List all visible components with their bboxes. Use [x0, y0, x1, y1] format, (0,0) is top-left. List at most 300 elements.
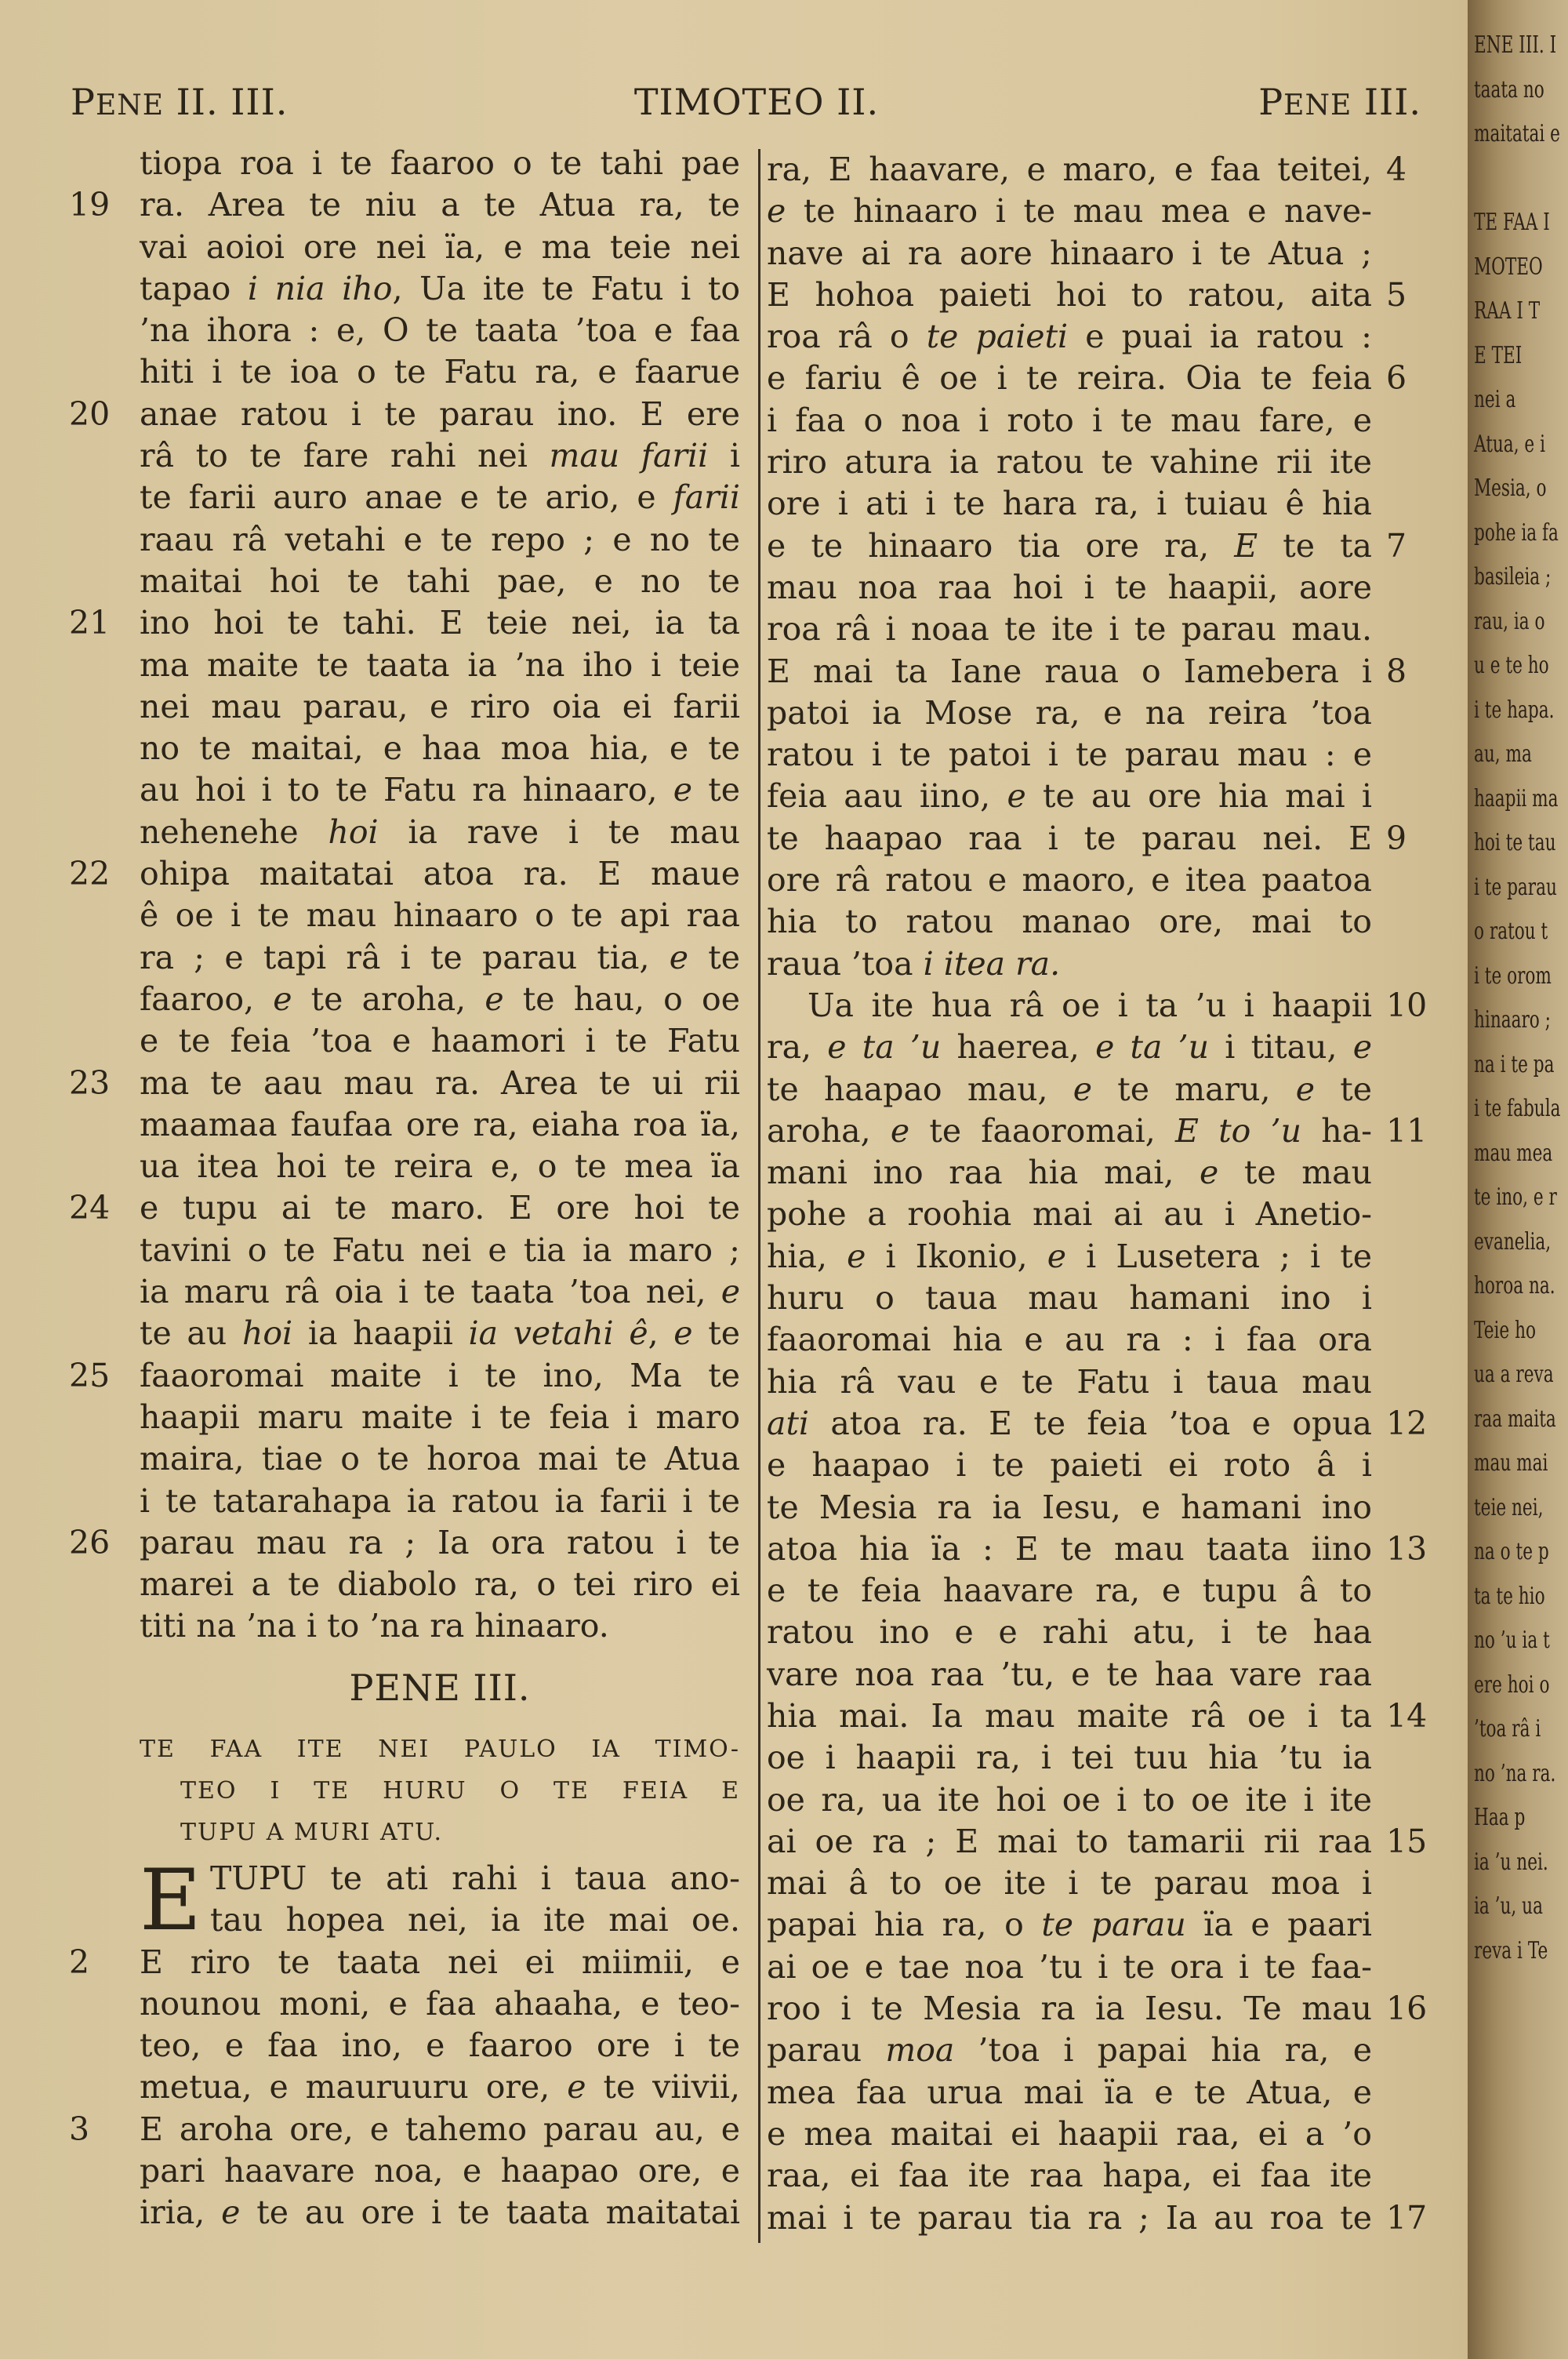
verse-number: 6	[1386, 359, 1407, 398]
italic-text: e	[1352, 1028, 1372, 1067]
italic-text: e	[1200, 1154, 1219, 1192]
text-line	[767, 1821, 1428, 1863]
edge-fragment: Mesia, o	[1474, 474, 1547, 502]
text-segment: parau	[767, 2031, 886, 2070]
text-line	[69, 1063, 740, 1104]
edge-fragment: Teie ho	[1474, 1316, 1536, 1344]
text-line	[140, 645, 740, 686]
chapter-three-text	[69, 1852, 740, 2234]
text-line	[767, 1236, 1372, 1278]
text-line	[767, 901, 1372, 943]
text-segment: ma te aau mau ra. Area te ui rii	[140, 1063, 740, 1102]
text-segment: haerea,	[941, 1028, 1096, 1067]
text-line	[140, 561, 740, 602]
text-line	[140, 351, 740, 393]
text-segment: hia mai. Ia mau maite râ oe i ta	[767, 1696, 1372, 1735]
text-line	[140, 1858, 740, 1899]
edge-fragment: hoi te tau	[1474, 829, 1556, 856]
italic-text: te paieti	[926, 318, 1069, 356]
text-line	[140, 1146, 740, 1187]
text-line	[140, 1605, 740, 1647]
text-segment: te au ore i te taata maitatai	[240, 2194, 740, 2232]
edge-fragment: mau mea	[1474, 1139, 1553, 1167]
text-segment: ma maite te taata ia ’na iho i teie	[140, 645, 740, 684]
verse-number: 5	[1386, 275, 1407, 314]
text-line	[767, 1779, 1372, 1821]
text-line	[767, 734, 1372, 776]
text-segment: nehenehe	[140, 812, 328, 851]
text-segment: papai hia ra, o	[767, 1906, 1042, 1944]
text-line	[767, 1110, 1428, 1152]
verse-number: 10	[1386, 986, 1428, 1024]
text-segment: ai oe e tae noa ’tu i te ora i te faa-	[767, 1947, 1372, 1986]
text-segment: te hau, o oe	[503, 980, 740, 1018]
italic-text: e	[673, 771, 693, 809]
edge-fragment: E TEI	[1474, 341, 1523, 369]
text-segment: faaroo,	[140, 980, 274, 1018]
text-segment: ra, E haavare, e maro, e faa teitei,	[767, 151, 1372, 188]
text-segment: atoa ra. E te feia ’toa e opua	[809, 1404, 1372, 1442]
text-line	[140, 1230, 740, 1271]
text-line	[767, 567, 1372, 609]
text-line	[767, 1487, 1372, 1528]
text-line	[140, 2025, 740, 2066]
text-line	[767, 1528, 1428, 1570]
edge-fragment: raa maita	[1474, 1405, 1556, 1433]
running-header-book-title: TIMOTEO II.	[633, 81, 880, 123]
edge-fragment: i te parau	[1474, 873, 1557, 901]
text-segment: faaoromai maite i te ino, Ma te	[140, 1356, 740, 1394]
text-segment: te viivii,	[586, 2068, 740, 2106]
next-page-fragments	[1474, 24, 1561, 1973]
italic-text: e	[567, 2068, 586, 2106]
text-line	[140, 1313, 740, 1354]
edge-fragment: u e te ho	[1474, 652, 1549, 679]
next-page-edge	[1468, 0, 1568, 2359]
text-segment: anae ratou i te parau ino. E ere	[140, 394, 740, 433]
text-segment: ,	[648, 1314, 674, 1353]
text-segment: râ to te fare rahi nei	[140, 437, 550, 475]
verse-number: 19	[69, 186, 111, 224]
text-line	[767, 943, 1372, 985]
edge-fragment: ia ’u, ua	[1474, 1892, 1543, 1920]
text-segment: raua ’toa	[767, 944, 924, 983]
text-segment: iria,	[140, 2194, 222, 2232]
edge-fragment: o ratou t	[1474, 918, 1548, 945]
verse-number: 13	[1386, 1529, 1428, 1568]
header-right-chapter: III.	[1352, 81, 1421, 123]
italic-text: e	[1047, 1237, 1067, 1275]
text-segment: e tupu ai te maro. E ore hoi te	[140, 1189, 740, 1227]
italic-text: ati	[767, 1404, 810, 1442]
text-line	[140, 1899, 740, 1941]
edge-fragment: nei a	[1474, 386, 1516, 413]
text-line	[140, 769, 740, 811]
text-line	[767, 776, 1372, 817]
text-line	[767, 442, 1372, 483]
edge-fragment: reva i Te	[1474, 1936, 1548, 1965]
text-segment: tapao	[140, 269, 248, 307]
edge-fragment: evanelia,	[1474, 1227, 1552, 1256]
text-line	[767, 316, 1372, 358]
text-line	[767, 525, 1407, 567]
text-segment: ore i ati i te hara ra, i tuiau ê hia	[767, 485, 1372, 523]
text-segment: mani ino raa hia mai,	[767, 1154, 1200, 1192]
text-segment: maamaa faufaa ore ra, eiaha roa ïa,	[140, 1105, 740, 1143]
text-line	[140, 979, 740, 1020]
text-segment: au hoi i to te Fatu ra hinaaro,	[140, 771, 673, 809]
text-segment: vai aoioi ore nei ïa, e ma teie nei	[140, 227, 740, 266]
text-segment: e te feia ’toa e haamori i te Fatu	[140, 1022, 740, 1060]
text-line	[767, 1319, 1372, 1361]
chapter-summary	[140, 1728, 740, 1853]
verse-number: 17	[1386, 2198, 1428, 2237]
text-line	[140, 1104, 740, 1146]
edge-fragment: RAA I T	[1474, 297, 1541, 325]
text-segment: i te tatarahapa ia ratou ia farii i te	[140, 1481, 740, 1520]
text-line	[69, 394, 740, 435]
verse-number: 4	[1386, 151, 1407, 188]
italic-text: ia vetahi ê	[468, 1314, 648, 1353]
right-text-column	[767, 149, 1428, 2239]
text-line	[140, 686, 740, 728]
italic-text: hoi	[328, 812, 379, 851]
text-segment: hia,	[767, 1237, 848, 1275]
text-segment: E aroha ore, e tahemo parau au, e	[140, 2110, 740, 2148]
text-line	[767, 2114, 1372, 2155]
text-segment: te maru,	[1092, 1070, 1296, 1108]
edge-fragment	[1474, 157, 1561, 202]
italic-text: e	[673, 1314, 693, 1353]
text-line	[767, 1361, 1372, 1403]
text-segment: atoa hia ïa : E te mau taata iino	[767, 1529, 1372, 1568]
text-segment: aroha,	[767, 1111, 891, 1150]
text-segment: Ua ite hua râ oe i ta ’u i haapii	[808, 986, 1372, 1024]
text-segment: E riro te taata nei ei miimii, e	[140, 1943, 740, 1981]
text-segment: oe ra, ua ite hoi oe i to oe ite i ite	[767, 1780, 1372, 1819]
text-line	[767, 609, 1372, 650]
text-segment: te	[692, 1314, 740, 1353]
text-segment: te ta	[1258, 526, 1372, 565]
text-segment: no te maitai, e haa moa hia, e te	[140, 729, 740, 768]
chapter-heading: PENE III.	[349, 1667, 531, 1709]
italic-text: e	[1295, 1070, 1316, 1108]
italic-text: e	[221, 2194, 241, 2232]
text-segment: E mai ta Iane raua o Iamebera i	[767, 652, 1372, 690]
column-divider	[758, 149, 760, 2243]
text-line	[767, 1570, 1372, 1612]
verse-number: 25	[69, 1356, 111, 1394]
edge-fragment: i te hapa.	[1474, 696, 1555, 724]
edge-fragment: ’toa râ i	[1474, 1715, 1541, 1743]
verse-number: 12	[1386, 1404, 1428, 1442]
text-segment: metua, e mauruuru ore,	[140, 2068, 568, 2106]
text-segment: mea faa urua mai ïa e te Atua, e	[767, 2073, 1372, 2111]
text-line	[767, 1278, 1372, 1319]
text-line	[69, 1522, 740, 1564]
text-segment: ratou ino e e rahi atu, i te haa	[767, 1613, 1372, 1652]
text-segment: maira, tiae o te horoa mai te Atua	[140, 1440, 740, 1478]
text-segment: e mea maitai ei haapii raa, ei a ’o	[767, 2114, 1372, 2153]
text-segment: parau mau ra ; Ia ora ratou i te	[140, 1523, 740, 1561]
edge-fragment: ere hoi o	[1474, 1670, 1550, 1699]
text-segment: TUPU te ati rahi i taua ano-	[210, 1859, 740, 1897]
text-line	[140, 2066, 740, 2108]
edge-fragment: basileia ;	[1474, 563, 1552, 591]
text-segment: mai i te parau tia ra ; Ia au roa te	[767, 2198, 1372, 2237]
text-segment: huru o taua mau hamani ino i	[767, 1279, 1372, 1318]
text-line	[140, 435, 740, 477]
italic-text: e	[669, 938, 688, 976]
text-segment: teo, e faa ino, e faaroo ore i te	[140, 2026, 740, 2065]
text-segment: riro atura ia ratou te vahine rii ite	[767, 443, 1372, 482]
verse-number: 8	[1386, 652, 1407, 690]
italic-text: e	[485, 980, 504, 1018]
text-segment: roo i te Mesia ra ia Iesu. Te mau	[767, 1990, 1372, 2028]
verse-number: 22	[69, 855, 111, 893]
text-segment: te	[688, 938, 740, 976]
edge-fragment: ENE III. I	[1474, 31, 1557, 59]
text-segment: te hinaaro i te mau mea e nave-	[786, 192, 1372, 231]
text-line	[767, 1696, 1428, 1737]
verse-number: 3	[69, 2110, 90, 2148]
text-segment: hia to ratou manao ore, mai to	[767, 903, 1372, 941]
text-segment: raau râ vetahi e te repo ; e no te	[140, 520, 740, 558]
text-line	[140, 1271, 740, 1313]
edge-fragment: no ’u ia t	[1474, 1627, 1550, 1654]
text-segment: raa, ei faa ite raa hapa, ei faa ite	[767, 2157, 1372, 2195]
text-line	[140, 2192, 740, 2234]
edge-fragment: pohe ia fa	[1474, 518, 1559, 547]
italic-text: farii	[673, 478, 740, 517]
text-segment: E hohoa paieti hoi to ratou, aita	[767, 275, 1372, 314]
edge-fragment: teie nei,	[1474, 1493, 1544, 1521]
text-segment: te haapao mau,	[767, 1070, 1073, 1108]
edge-fragment: MOTEO	[1474, 253, 1543, 281]
text-segment: e puai ia ratou :	[1068, 318, 1372, 356]
text-line	[767, 233, 1372, 274]
edge-fragment: na i te pa	[1474, 1050, 1555, 1078]
text-segment: ïa e paari	[1185, 1906, 1372, 1944]
text-segment: tau hopea nei, ia ite mai oe.	[210, 1901, 740, 1939]
header-left-chapters: II. III.	[164, 81, 289, 123]
text-line	[69, 602, 740, 644]
edge-fragment: no ’na ra.	[1474, 1759, 1556, 1787]
text-segment: faaoromai hia e au ra : i faa ora	[767, 1321, 1372, 1359]
text-segment: ino hoi te tahi. E teie nei, ia ta	[140, 604, 740, 642]
text-segment: ia haapii	[292, 1314, 469, 1353]
text-line	[140, 1397, 740, 1438]
text-segment: ohipa maitatai atoa ra. E maue	[140, 855, 740, 893]
text-segment: i	[708, 437, 740, 475]
italic-text: e	[273, 980, 292, 1018]
summary-line: TE FAA ITE NEI PAULO IA TIMO-	[140, 1736, 740, 1763]
italic-text: te parau	[1041, 1906, 1186, 1944]
text-segment: , Ua ite te Fatu i to	[392, 269, 741, 307]
text-line	[767, 1737, 1372, 1779]
edge-fragment: taata no	[1474, 75, 1544, 104]
text-segment: haapii maru maite i te feia i maro	[140, 1398, 740, 1436]
header-right-smallcaps: ENE	[1283, 89, 1352, 122]
italic-text: e	[890, 1111, 910, 1150]
edge-fragment: ua a reva	[1474, 1361, 1554, 1388]
text-line	[767, 358, 1407, 399]
text-segment: te	[1315, 1070, 1373, 1108]
edge-fragment: horoa na.	[1474, 1272, 1555, 1299]
italic-text: e	[767, 192, 786, 231]
text-line	[767, 1445, 1372, 1486]
running-header-right	[1176, 78, 1421, 129]
header-right-initial: P	[1258, 81, 1284, 123]
text-line	[767, 985, 1428, 1027]
text-segment: oe i haapii ra, i tei tuu hia ’tu ia	[767, 1739, 1372, 1777]
text-line	[767, 1654, 1372, 1696]
text-line	[140, 812, 740, 853]
text-line	[767, 1988, 1428, 2030]
text-line	[767, 692, 1372, 734]
verse-number: 26	[69, 1523, 111, 1561]
text-line	[767, 860, 1372, 901]
text-line	[69, 184, 740, 226]
text-segment: feia aau iino,	[767, 777, 1007, 816]
text-line	[140, 1438, 740, 1480]
text-segment: ore râ ratou e maoro, e itea paatoa	[767, 861, 1372, 900]
edge-fragment: TE FAA I	[1474, 209, 1550, 236]
edge-fragment: te ino, e r	[1474, 1183, 1557, 1211]
text-segment: te aroha,	[292, 980, 485, 1018]
text-segment: i titau,	[1209, 1028, 1353, 1067]
text-segment: e te hinaaro tia ore ra,	[767, 526, 1235, 565]
edge-fragment: haapii ma	[1474, 784, 1559, 812]
text-line	[767, 483, 1372, 525]
text-segment: marei a te diabolo ra, o tei riro ei	[140, 1565, 740, 1604]
verse-number: 23	[69, 1063, 111, 1102]
text-segment: te faaoromai,	[909, 1111, 1176, 1150]
text-line	[767, 1403, 1428, 1445]
text-line	[140, 227, 740, 268]
text-segment: hiti i te ioa o te Fatu ra, e faarue	[140, 353, 740, 391]
italic-text: mau farii	[549, 437, 709, 475]
text-segment: e haapao i te paieti ei roto â i	[767, 1446, 1372, 1485]
italic-text: e	[1073, 1070, 1093, 1108]
italic-text: E	[1234, 526, 1258, 565]
text-line	[140, 268, 740, 310]
text-segment: ê oe i te mau hinaaro o te api raa	[140, 896, 740, 935]
text-line	[767, 274, 1407, 316]
text-segment: i faa o noa i roto i te mau fare, e	[767, 401, 1372, 439]
text-segment: ai oe ra ; E mai to tamarii rii raa	[767, 1822, 1372, 1860]
text-line	[767, 2030, 1372, 2071]
text-segment: te haapao raa i te parau nei. E	[767, 819, 1372, 857]
verse-number: 15	[1386, 1822, 1428, 1860]
text-segment: nave ai ra aore hinaaro i te Atua ;	[767, 234, 1372, 272]
text-line	[767, 651, 1407, 692]
text-segment: ratou i te patoi i te parau mau : e	[767, 736, 1372, 774]
text-line	[767, 1152, 1372, 1194]
text-segment: maitai hoi te tahi pae, e no te	[140, 562, 740, 600]
edge-fragment: ia ’u nei.	[1474, 1848, 1548, 1876]
edge-fragment: hinaaro ;	[1474, 1006, 1551, 1034]
text-segment: patoi ia Mose ra, e na reira ’toa	[767, 693, 1372, 732]
italic-text: i nia iho	[247, 269, 393, 307]
summary-line: TUPU A MURI ATU.	[180, 1819, 444, 1846]
header-left-smallcaps: ENE	[95, 89, 165, 122]
text-segment: ua itea hoi te reira e, o te mea ïa	[140, 1147, 740, 1186]
text-segment: ha-	[1301, 1111, 1372, 1150]
text-line	[69, 2109, 740, 2150]
text-segment: mai â to oe ite i te parau moa i	[767, 1864, 1372, 1903]
text-line	[140, 1983, 740, 2025]
verse-number: 21	[69, 604, 111, 642]
text-line	[767, 400, 1372, 442]
verse-number: 24	[69, 1189, 111, 1227]
text-segment: i Lusetera ; i te	[1066, 1237, 1373, 1275]
edge-fragment: ta te hio	[1474, 1582, 1545, 1610]
text-line	[767, 2197, 1428, 2239]
text-segment: te au	[140, 1314, 242, 1353]
edge-fragment: Atua, e i	[1474, 430, 1545, 458]
verse-number: 2	[69, 1943, 90, 1981]
edge-fragment: i te fabula	[1474, 1095, 1561, 1122]
text-segment: e te feia haavare ra, e tupu â to	[767, 1572, 1372, 1610]
italic-text: moa	[885, 2031, 955, 2070]
text-line	[69, 1187, 740, 1229]
text-line	[69, 1942, 740, 1983]
text-segment: tavini o te Fatu nei e tia ia maro ;	[140, 1230, 740, 1269]
verse-number: 16	[1386, 1990, 1428, 2028]
text-segment: mau noa raa hoi i te haapii, aore	[767, 568, 1372, 606]
text-line	[140, 1020, 740, 1062]
italic-text: hoi	[241, 1314, 293, 1353]
italic-text: i itea ra.	[923, 944, 1061, 983]
text-segment: titi na ’na i to ’na ra hinaaro.	[140, 1607, 609, 1645]
text-segment: i Ikonio,	[866, 1237, 1047, 1275]
text-line	[140, 477, 740, 518]
text-line	[767, 149, 1407, 191]
verse-number: 11	[1386, 1111, 1428, 1150]
verse-number: 14	[1386, 1696, 1428, 1735]
text-segment: ia rave i te mau	[378, 812, 740, 851]
text-line	[767, 2072, 1372, 2114]
text-segment: ra,	[767, 1028, 828, 1067]
text-segment: ’na ihora : e, O te taata ’toa e faa	[140, 311, 740, 350]
text-segment: te	[692, 771, 740, 809]
text-line	[767, 1946, 1372, 1988]
text-line	[140, 310, 740, 351]
text-line	[767, 1194, 1372, 1235]
text-segment: e fariu ê oe i te reira. Oia te feia	[767, 359, 1372, 398]
text-segment: te au ore hia mai i	[1025, 777, 1372, 816]
text-segment: ’toa i papai hia ra, e	[954, 2031, 1372, 2070]
text-segment: ra. Area te niu a te Atua ra, te	[140, 186, 740, 224]
text-segment: vare noa raa ’tu, e te haa vare raa	[767, 1655, 1372, 1693]
text-line	[767, 1612, 1372, 1653]
italic-text: e ta ’u	[827, 1028, 942, 1067]
text-line	[69, 853, 740, 895]
edge-fragment: maitatai e	[1474, 120, 1560, 147]
text-segment: ia maru râ oia i te taata ’toa nei,	[140, 1273, 721, 1311]
text-segment: nei mau parau, e riro oia ei farii	[140, 687, 740, 725]
text-line	[140, 728, 740, 769]
edge-fragment: rau, ia o	[1474, 607, 1545, 635]
drop-cap: E	[140, 1852, 201, 1950]
left-text-column	[69, 143, 741, 1648]
verse-number: 20	[69, 394, 111, 433]
text-line	[140, 1481, 740, 1522]
text-line	[140, 1564, 740, 1605]
text-segment: te Mesia ra ia Iesu, e hamani ino	[767, 1488, 1372, 1526]
italic-text: e	[1007, 777, 1026, 816]
